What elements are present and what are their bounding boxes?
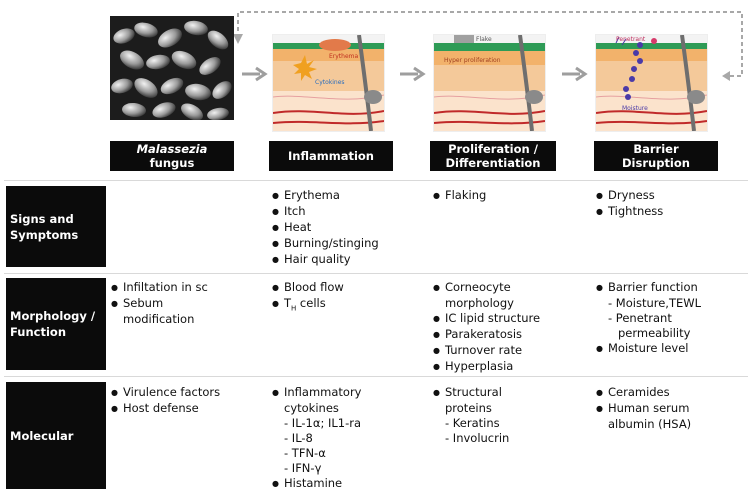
flow-arrow-3 <box>560 66 590 82</box>
list-item: ● Moisture level <box>596 341 701 357</box>
molecular-malassezia-list <box>111 385 220 417</box>
panel-label-hyper-proliferation: Hyper proliferation <box>444 57 501 64</box>
column-header-inflammation: Inflammation <box>269 141 393 171</box>
list-item: ● Parakeratosis <box>433 327 540 343</box>
skin-panel-inflammation <box>272 34 385 132</box>
list-item-continuation: modification <box>123 312 195 326</box>
list-item: ● Erythema <box>272 188 379 204</box>
list-item: ● Hair quality <box>272 252 379 268</box>
morphology-barrier-list <box>596 280 701 357</box>
list-item-continuation: morphology <box>445 296 514 310</box>
column-header-malassezia: Malassezia fungus <box>110 141 234 171</box>
list-item: ● Dryness <box>596 188 663 204</box>
row-divider <box>4 376 748 377</box>
molecular-inflammation-list <box>272 385 362 492</box>
list-subitem: - Involucrin <box>445 431 510 445</box>
skin-panel-proliferation <box>433 34 546 132</box>
column-header-proliferation: Proliferation / Differentiation <box>430 141 556 171</box>
list-item: ● Corneocyte <box>433 280 540 296</box>
flow-arrow-2 <box>398 66 428 82</box>
list-item: ● Hyperplasia <box>433 359 540 375</box>
list-subitem: - Moisture,TEWL <box>608 296 702 310</box>
molecular-proliferation-list <box>433 385 509 446</box>
row-header-morphology: Morphology / Function <box>6 278 106 370</box>
flow-arrow-1 <box>240 66 270 82</box>
list-item: ● Sebum <box>111 296 208 312</box>
list-item: ● Histamine <box>272 476 362 492</box>
list-subitem: - IFN-γ <box>284 461 322 475</box>
list-subitem: - Penetrant <box>608 311 672 325</box>
list-subitem: - Keratins <box>445 416 500 430</box>
morphology-inflammation-list <box>272 280 344 316</box>
list-item: ● Infiltation in sc <box>111 280 208 296</box>
list-item: ● Blood flow <box>272 280 344 296</box>
list-item: ● Burning/stinging <box>272 236 379 252</box>
list-item: ● Heat <box>272 220 379 236</box>
signs-inflammation-list <box>272 188 379 268</box>
list-item: ● Tightness <box>596 204 663 220</box>
signs-barrier-list <box>596 188 663 220</box>
morphology-malassezia-list <box>111 280 208 327</box>
row-divider <box>4 273 748 274</box>
molecular-barrier-list <box>596 385 691 432</box>
row-header-signs: Signs and Symptoms <box>6 186 106 267</box>
list-item: ● Flaking <box>433 188 486 204</box>
list-item-continuation: albumin (HSA) <box>608 417 692 431</box>
list-item: ● Virulence factors <box>111 385 220 401</box>
list-item: ● Human serum <box>596 401 691 417</box>
panel-label-erythema: Erythema <box>329 53 359 60</box>
list-subitem: - IL-1α; IL1-ra <box>284 416 362 430</box>
panel-label-cytokines: Cytokines <box>315 79 345 86</box>
row-header-molecular: Molecular <box>6 382 106 489</box>
list-item: ● Host defense <box>111 401 220 417</box>
signs-proliferation-list <box>433 188 486 204</box>
list-item: ● IC lipid structure <box>433 311 540 327</box>
list-subitem: - TFN-α <box>284 446 326 460</box>
malassezia-micrograph <box>110 16 234 120</box>
panel-label-moisture: Moisture <box>622 105 648 112</box>
list-item-continuation: cytokines <box>284 401 339 415</box>
morphology-proliferation-list <box>433 280 540 375</box>
list-subitem: - IL-8 <box>284 431 313 445</box>
skin-panel-barrier <box>595 34 708 132</box>
list-item: ● Ceramides <box>596 385 691 401</box>
column-header-barrier: Barrier Disruption <box>594 141 718 171</box>
list-item: ● $T_H$ cells <box>272 296 344 316</box>
list-subitem-continuation: permeability <box>618 326 691 340</box>
list-item: ● Barrier function <box>596 280 701 296</box>
list-item-continuation: proteins <box>445 401 492 415</box>
list-item: ● Structural <box>433 385 509 401</box>
row-divider <box>4 180 748 181</box>
panel-label-penetrant: Penetrant <box>616 36 646 43</box>
panel-label-flake: Flake <box>476 36 492 43</box>
list-item: ● Itch <box>272 204 379 220</box>
list-item: ● Turnover rate <box>433 343 540 359</box>
list-item: ● Inflammatory <box>272 385 362 401</box>
